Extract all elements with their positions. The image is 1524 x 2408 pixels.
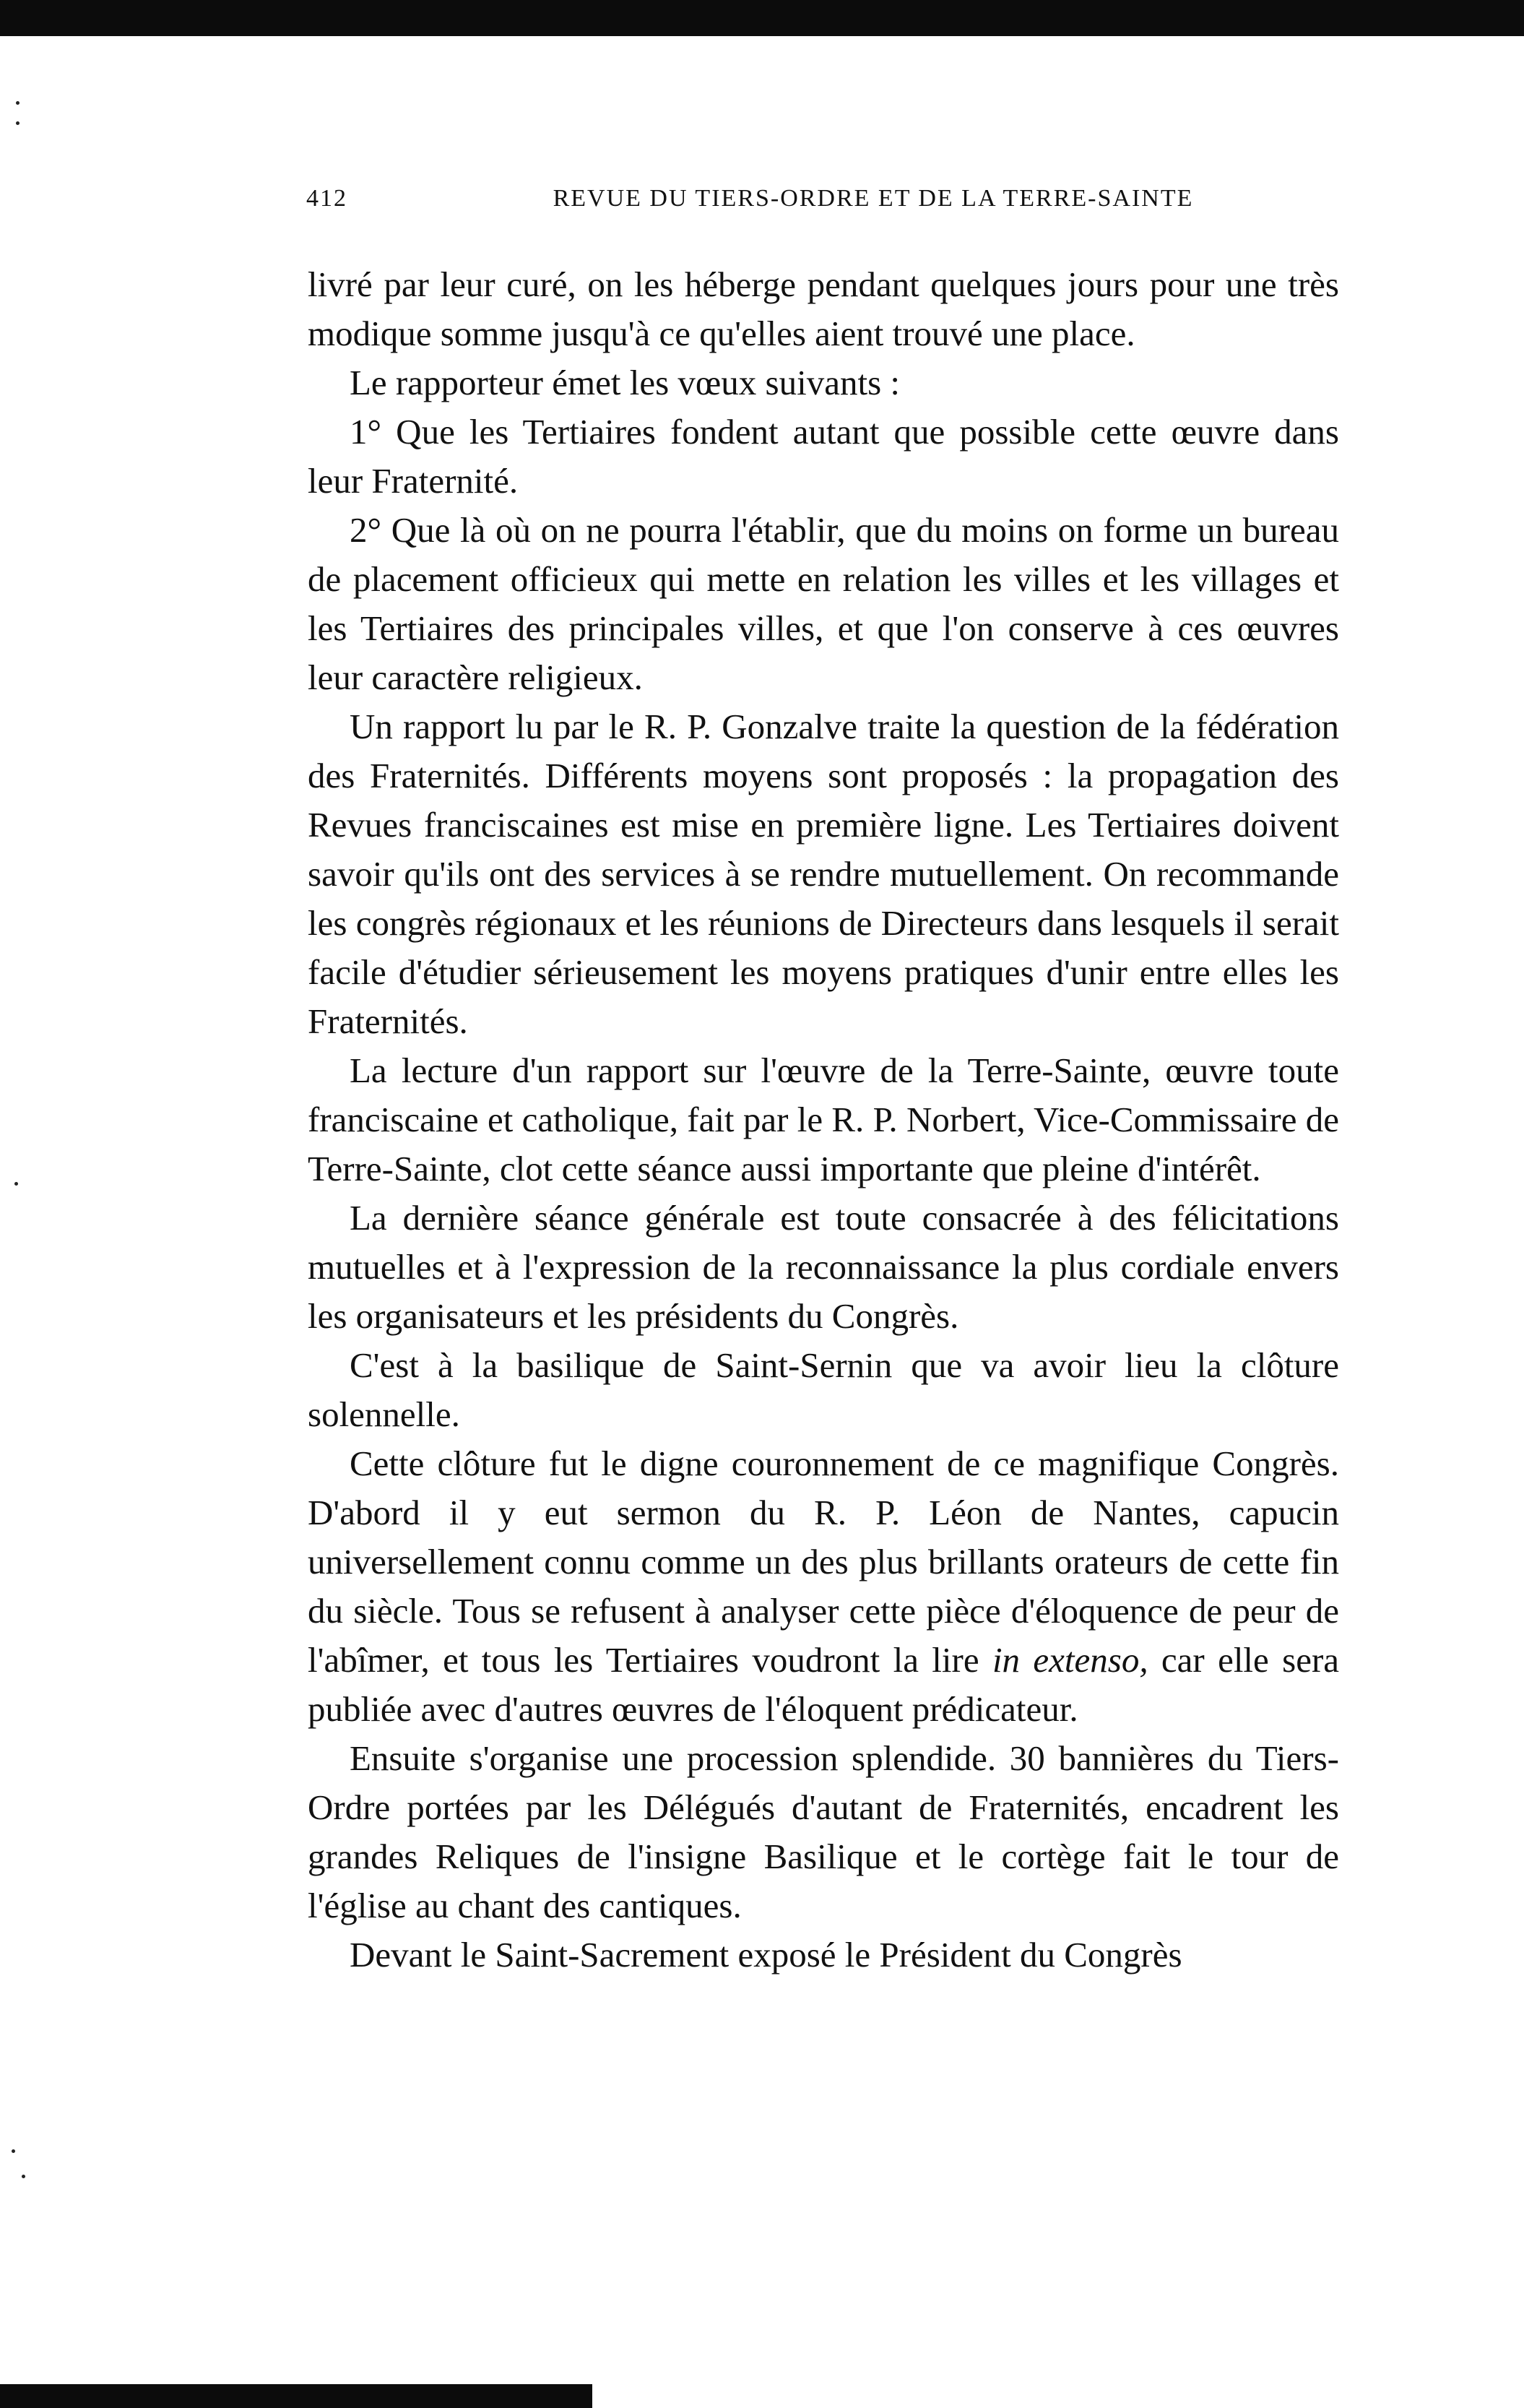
paragraph: 2° Que là où on ne pourra l'établir, que du moins on forme un bureau de placement officieux qui mette en relation les villes et les villages et les Tertiaires des principales villes, et que l'on conserve à ces œuvres leur caractère religieux. — [308, 510, 1339, 697]
paragraph: Devant le Saint-Sacrement exposé le Président du Congrès — [350, 1935, 1182, 1975]
scan-speck — [16, 101, 20, 105]
paragraph: La dernière séance générale est toute consacrée à des félicitations mutuelles et à l'expression de la reconnaissance la plus cordiale envers les organisateurs et les présidents du Congrès. — [308, 1198, 1339, 1336]
paragraph: 1° Que les Tertiaires fondent autant que possible cette œuvre dans leur Fraternité. — [308, 412, 1339, 501]
scan-top-border — [0, 0, 1524, 36]
scan-speck — [14, 1182, 18, 1186]
running-title: REVUE DU TIERS-ORDRE ET DE LA TERRE-SAINTE — [553, 185, 1194, 212]
paragraph: Un rapport lu par le R. P. Gonzalve traite la question de la fédération des Fraternités. Différents moyens sont proposés : la propagation des Revues franciscaines est mise en première ligne. Les Tertiaires doivent savoir qu'ils ont des services à se rendre mutuellement. On recommande les congrès régionaux et les réunions de Directeurs dans lesquels il serait facile d'étudier sérieusement les moyens pratiques d'unir entre elles les Fraternités. — [308, 707, 1339, 1041]
scan-speck — [12, 2149, 15, 2153]
paragraph: Le rapporteur émet les vœux suivants : — [350, 363, 901, 402]
paragraph: livré par leur curé, on les héberge pendant quelques jours pour une très modique somme jusqu'à ce qu'elles aient trouvé une place. — [308, 264, 1339, 353]
paragraph-part: Cette clôture fut le digne couronnement de ce magnifique Congrès. D'abord il y eut sermon du R. P. Léon de Nantes, capucin universellement connu comme un des plus brillants orateurs de cette fin du siècle. Tous se refusent à analyser cette pièce d'éloquence de peur de l'abîmer, et tous les Tertiaires voudront la lire — [308, 1443, 1339, 1680]
paragraph: La lecture d'un rapport sur l'œuvre de la Terre-Sainte, œuvre toute franciscaine et catholique, fait par le R. P. Norbert, Vice-Commissaire de Terre-Sainte, clot cette séance aussi importante que pleine d'intérêt. — [308, 1050, 1339, 1188]
paragraph: C'est à la basilique de Saint-Sernin que va avoir lieu la clôture solennelle. — [308, 1345, 1339, 1434]
scan-bottom-border — [0, 2384, 592, 2408]
scan-speck — [22, 2175, 25, 2178]
italic-phrase: in extenso, — [992, 1640, 1148, 1680]
scan-speck — [16, 121, 20, 125]
page-header — [306, 185, 1346, 228]
paragraph-part: car elle sera publiée avec d'autres œuvres de l'éloquent prédicateur. — [308, 1640, 1340, 1729]
paragraph: Ensuite s'organise une procession splendide. 30 bannières du Tiers-Ordre portées par les Délégués d'autant de Fraternités, encadrent les grandes Reliques de l'insigne Basilique et le cortège fait le tour de l'église au chant des cantiques. — [308, 1738, 1339, 1925]
page-number: 412 — [306, 185, 347, 212]
paragraph — [308, 1439, 1339, 1734]
body-text — [308, 260, 1339, 1980]
